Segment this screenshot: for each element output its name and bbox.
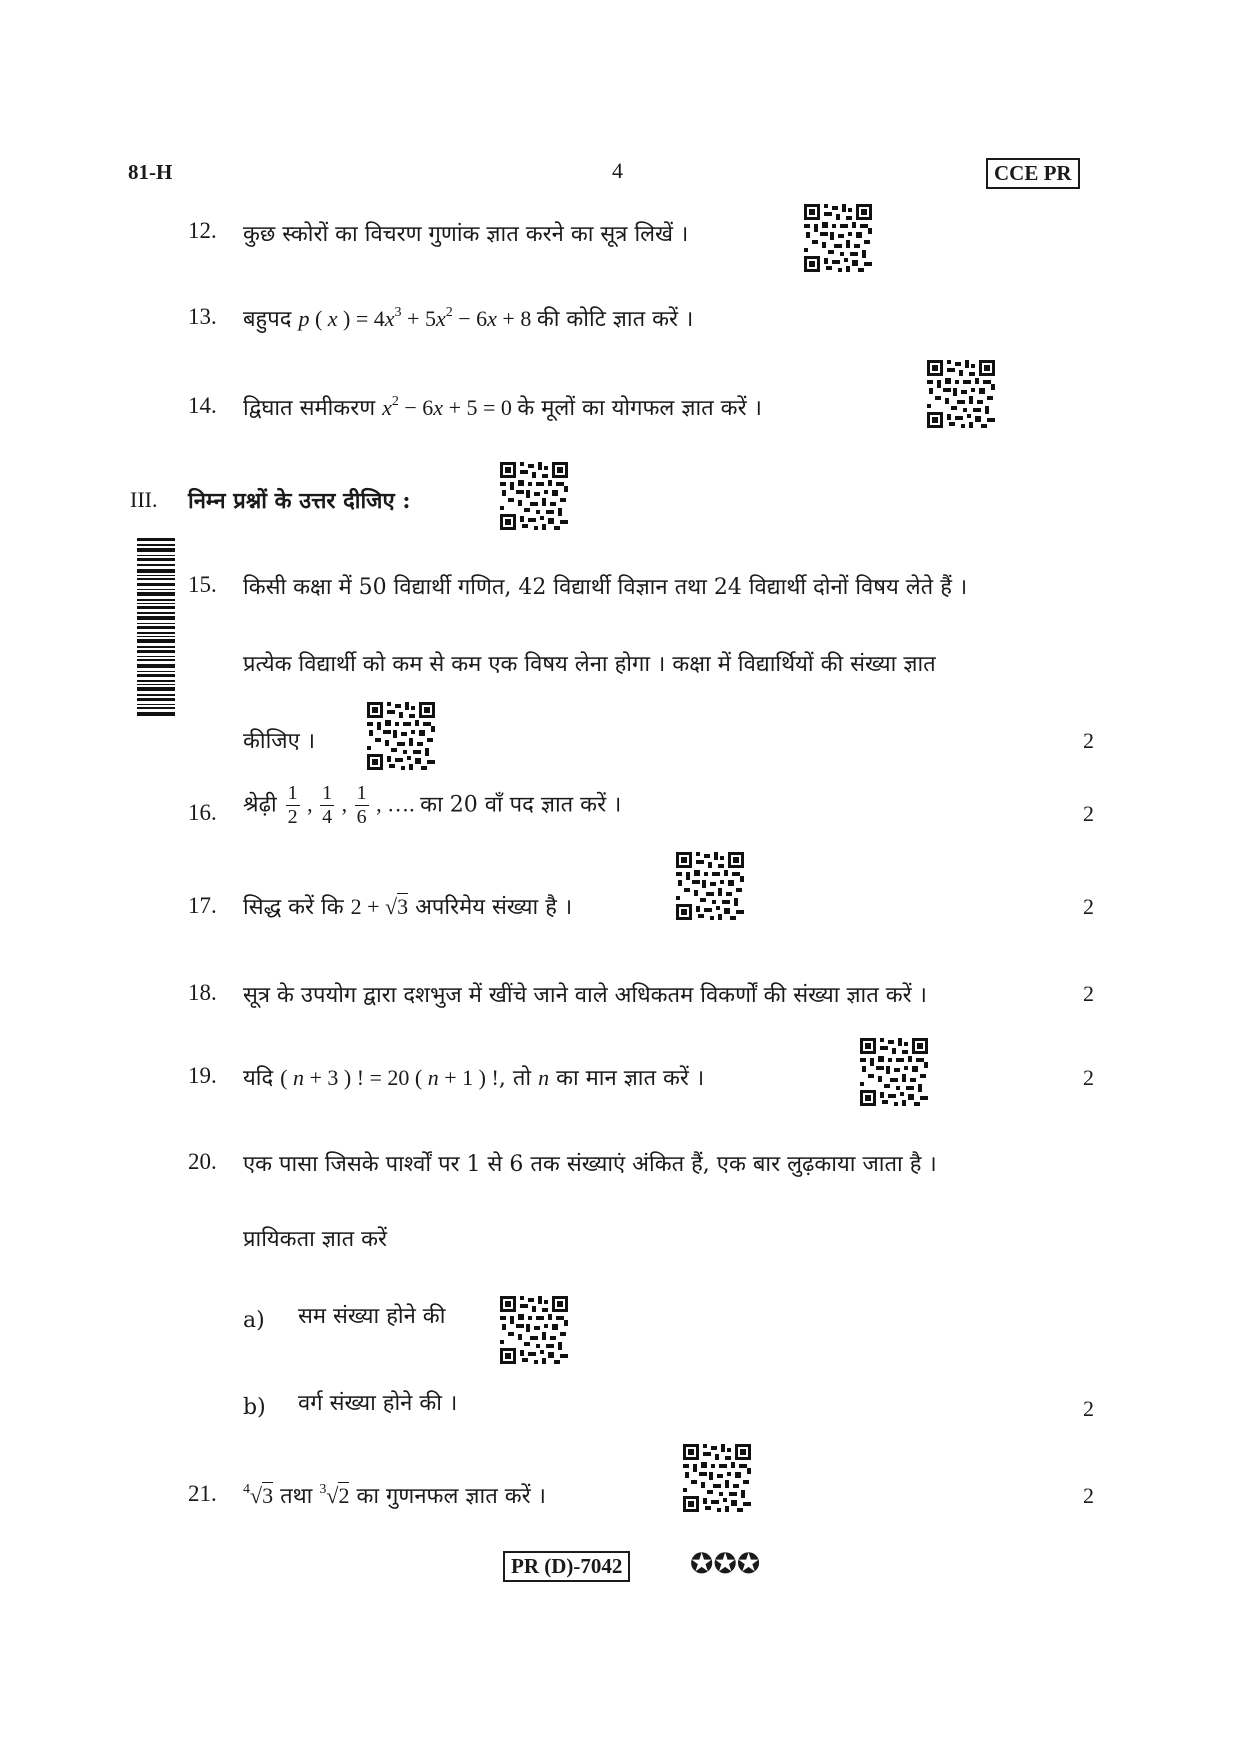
- qr-code-icon: [804, 204, 872, 272]
- q20-line2: प्रायिकता ज्ञात करें: [243, 1227, 388, 1252]
- q18-marks: 2: [1083, 981, 1094, 1006]
- q16-text: श्रेढ़ी $\frac{1}{2}$ , $\frac{1}{4}$ , $\frac{1}{6}$ , …. का 20 वाँ पद ज्ञात करें ।: [243, 782, 622, 828]
- q15-line3: कीजिए ।: [243, 729, 316, 754]
- q17-number: 17.: [188, 893, 217, 918]
- q20-marks: 2: [1083, 1396, 1094, 1421]
- qr-code-icon: [676, 852, 744, 920]
- q20-number: 20.: [188, 1149, 217, 1174]
- q18-text: सूत्र के उपयोग द्वारा दशभुज में खींचे जाने वाले अधिकतम विकर्णों की संख्या ज्ञात करें ।: [243, 983, 928, 1008]
- barcode-icon: [137, 538, 175, 716]
- q19-number: 19.: [188, 1063, 217, 1088]
- q17-text: सिद्ध करें कि 2 + √3 अपरिमेय संख्या है ।: [243, 894, 573, 920]
- q14-number: 14.: [188, 393, 217, 418]
- qr-code-icon: [683, 1444, 751, 1512]
- q16-marks: 2: [1083, 801, 1094, 826]
- section-heading: निम्न प्रश्नों के उत्तर दीजिए :: [188, 488, 411, 514]
- exam-tag: CCE PR: [986, 158, 1080, 189]
- q20-line1: एक पासा जिसके पार्श्वों पर 1 से 6 तक संख्याएं अंकित हैं, एक बार लुढ़काया जाता है ।: [243, 1152, 937, 1177]
- q15-line1: किसी कक्षा में 50 विद्यार्थी गणित, 42 विद्यार्थी विज्ञान तथा 24 विद्यार्थी दोनों विषय लेते हैं ।: [243, 575, 968, 600]
- qr-code-icon: [367, 702, 435, 770]
- paper-code: 81-H: [128, 160, 173, 184]
- q15-number: 15.: [188, 572, 217, 597]
- q17-marks: 2: [1083, 894, 1094, 919]
- q20-option-a-text: सम संख्या होने की: [298, 1304, 446, 1329]
- q19-marks: 2: [1083, 1065, 1094, 1090]
- page-number: 4: [612, 158, 623, 183]
- qr-code-icon: [927, 360, 995, 428]
- qr-code-icon: [500, 462, 568, 530]
- q16-number: 16.: [188, 800, 217, 825]
- q13-number: 13.: [188, 304, 217, 329]
- q15-marks: 2: [1083, 728, 1094, 753]
- qr-code-icon: [500, 1296, 568, 1364]
- footer-ornament-icon: ✪✪✪: [690, 1547, 761, 1580]
- q20-option-b-text: वर्ग संख्या होने की ।: [298, 1391, 458, 1416]
- q15-line2: प्रत्येक विद्यार्थी को कम से कम एक विषय लेना होगा । कक्षा में विद्यार्थियों की संख्या ज्ञात: [243, 652, 936, 677]
- q14-text: द्विघात समीकरण $x^2 - 6x + 5 = 0$ के मूलों का योगफल ज्ञात करें ।: [243, 394, 762, 421]
- q21-text: $^4$√3 तथा $^3$√2 का गुणनफल ज्ञात करें ।: [243, 1482, 546, 1509]
- q20-option-b-label: b): [243, 1395, 266, 1420]
- q21-marks: 2: [1083, 1483, 1094, 1508]
- q12-number: 12.: [188, 218, 217, 243]
- qr-code-icon: [860, 1038, 928, 1106]
- q21-number: 21.: [188, 1481, 217, 1506]
- q12-text: कुछ स्कोरों का विचरण गुणांक ज्ञात करने का सूत्र लिखें ।: [243, 222, 689, 247]
- q20-option-a-label: a): [243, 1308, 265, 1333]
- q18-number: 18.: [188, 980, 217, 1005]
- q19-text: यदि ( n + 3 ) ! = 20 ( n + 1 ) !, तो n का मान ज्ञात करें ।: [243, 1065, 705, 1091]
- footer-code: PR (D)-7042: [503, 1551, 630, 1582]
- section-number: III.: [130, 487, 158, 512]
- q13-text: बहुपद p ( x ) = $4x^3 + 5x^2 - 6x + 8$ की कोटि ज्ञात करें ।: [243, 305, 694, 332]
